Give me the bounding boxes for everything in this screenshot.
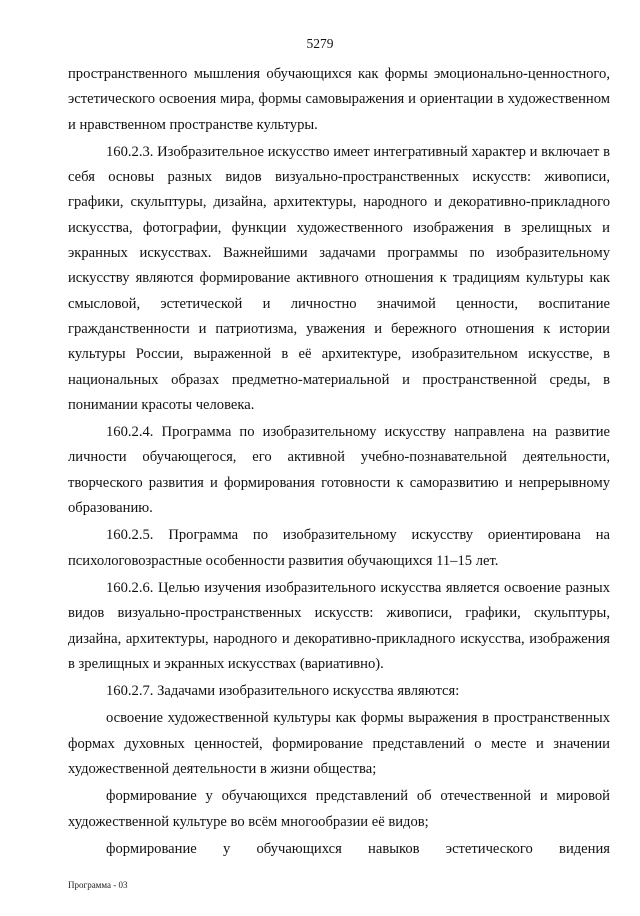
footer-label: Программа - 03 [68, 880, 128, 890]
paragraph-160-2-6: 160.2.6. Целью изучения изобразительного искусства является освоение разных видов визуально-пространственных искусств: живописи, графики, скульптуры, дизайна, архитектуры, народного и декоративно-прикладного искусства, изображения в зрелищных и экранных искусствах (вариативно). [68, 579, 610, 672]
paragraph-160-2-3: 160.2.3. Изобразительное искусство имеет интегративный характер и включает в себя основы разных видов визуально-пространственных искусств: живописи, графики, скульптуры, дизайна, архитектуры, народного и декоративно-прикладного искусства, фотографии, функции художественного изображения в зрелищных и экранных искусствах. Важнейшими задачами программы по изобразительному искусству являются формирование активного отношения к традициям культуры как смысловой, эстетической и личностно значимой ценности, воспитание гражданственности и патриотизма, уважения и бережного отношения к истории культуры России, выраженной в её архитектуре, изобразительном искусстве, в национальных образах предметно-материальной и пространственной среды, в понимании красоты человека. [68, 143, 610, 413]
task-item: освоение художественной культуры как формы выражения в пространственных формах духовных ценностей, формирование представлений о месте и значении художественной деятельности в жизни общества; [68, 710, 610, 778]
document-body [68, 62, 610, 864]
paragraph-160-2-7: 160.2.7. Задачами изобразительного искусства являются: [106, 683, 460, 700]
paragraph-160-2-5: 160.2.5. Программа по изобразительному искусству ориентирована на психологовозрастные особенности развития обучающихся 11–15 лет. [68, 527, 610, 569]
task-item: формирование у обучающихся навыков эстетического видения [106, 840, 610, 857]
paragraph-160-2-4: 160.2.4. Программа по изобразительному искусству направлена на развитие личности обучающегося, его активной учебно-познавательной деятельности, творческого развития и формирования готовности к саморазвитию и непрерывному образованию. [68, 424, 610, 517]
paragraph-continuation: пространственного мышления обучающихся как формы эмоционально-ценностного, эстетического освоения мира, формы самовыражения и ориентации в художественном и нравственном пространстве культуры. [68, 66, 610, 133]
page-number: 5279 [306, 36, 334, 51]
task-item: формирование у обучающихся представлений об отечественной и мировой художественной культуре во всём многообразии её видов; [68, 788, 610, 830]
